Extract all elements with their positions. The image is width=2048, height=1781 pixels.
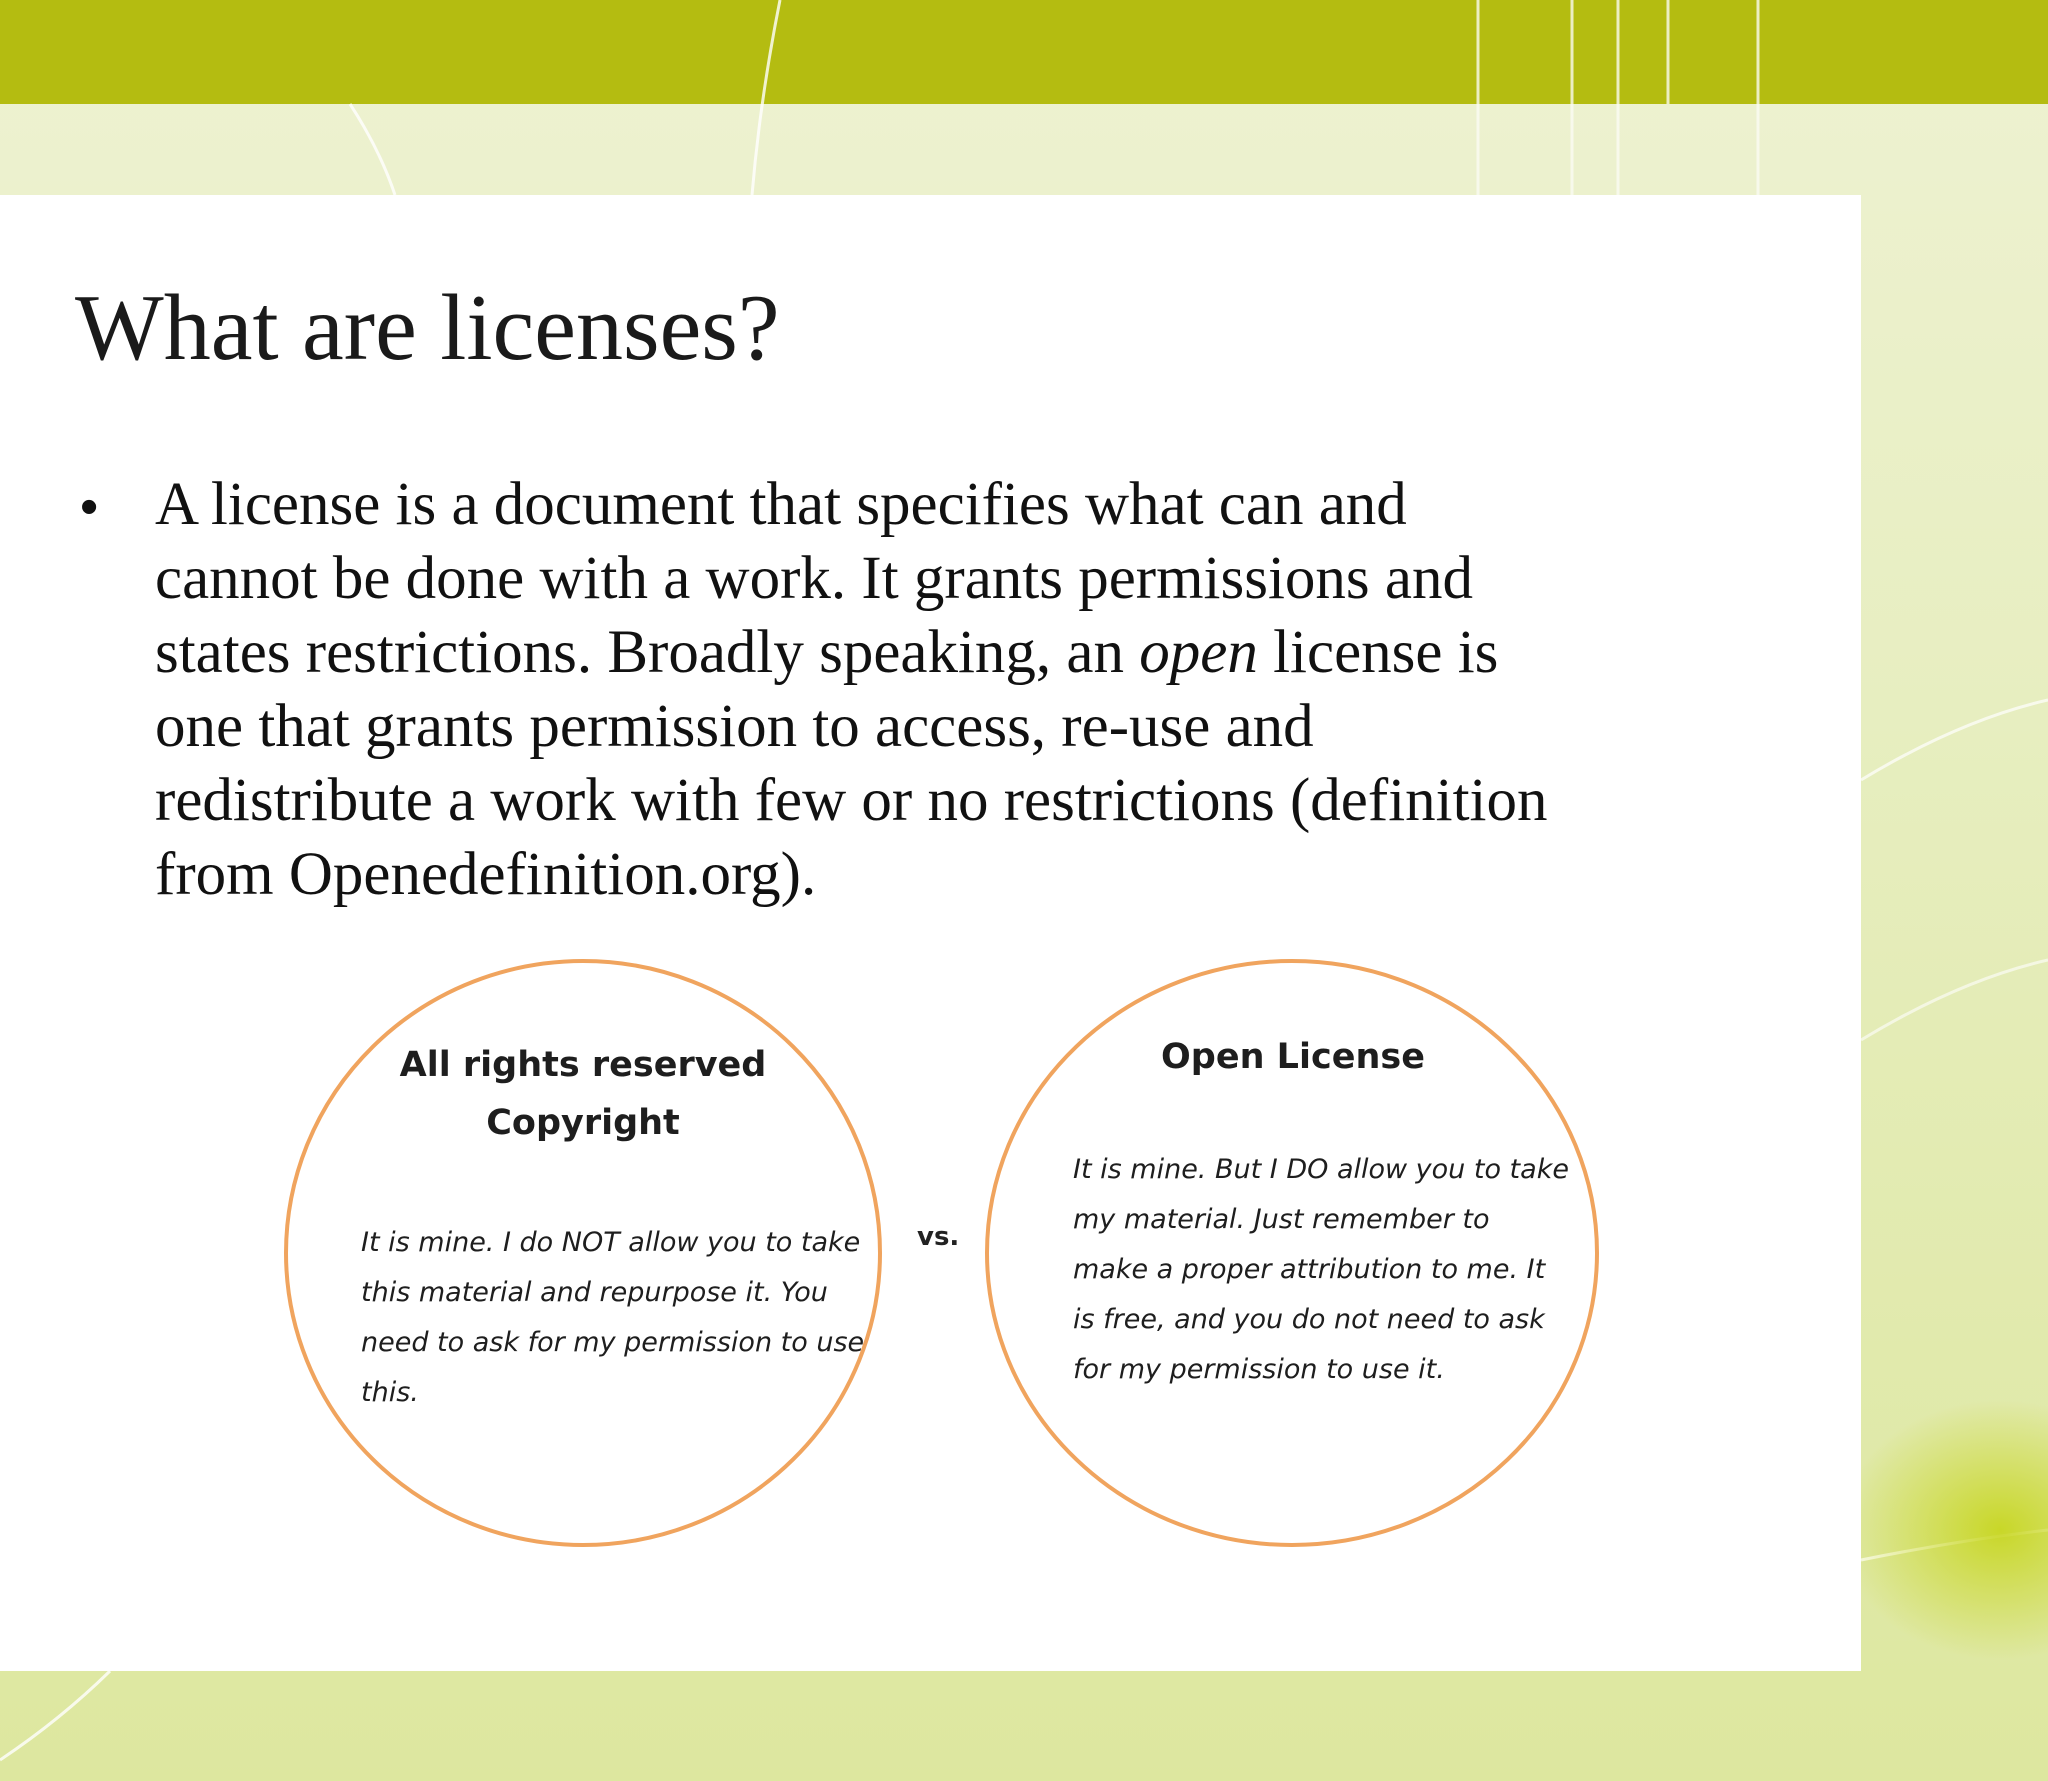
- bullet-text: [155, 468, 1755, 912]
- open-license-circle-body: [1073, 1145, 1569, 1395]
- bullet-line-2: cannot be done with a work. It grants permissions and: [155, 545, 1473, 612]
- open-license-body-line-1: It is mine. But I DO allow you to take: [1073, 1154, 1569, 1185]
- bullet-line-5: redistribute a work with few or no restrictions (definition: [155, 767, 1548, 834]
- bullet-line-3-start: states restrictions. Broadly speaking, an: [155, 619, 1140, 686]
- bullet-line-1: A license is a document that specifies what can and: [155, 471, 1407, 538]
- copyright-title-line-1: All rights reserved: [399, 1045, 767, 1085]
- copyright-circle-body: [361, 1218, 864, 1418]
- bullet-line-4: one that grants permission to access, re-use and: [155, 693, 1314, 760]
- bullet-line-3: [155, 616, 1755, 690]
- open-license-circle-title: Open License: [1161, 1037, 1425, 1077]
- copyright-title-line-2: Copyright: [486, 1103, 680, 1143]
- slide-content-panel: [0, 195, 1861, 1671]
- copyright-body-line-3: need to ask for my permission to use: [361, 1327, 865, 1358]
- bullet-line-6: from Openedefinition.org).: [155, 841, 817, 908]
- copyright-body-line-1: It is mine. I do NOT allow you to take: [361, 1227, 861, 1258]
- bullet-marker: •: [80, 478, 99, 536]
- open-license-body-line-5: for my permission to use it.: [1073, 1354, 1445, 1385]
- versus-label: vs.: [917, 1222, 960, 1252]
- emphasis-open: open: [1139, 619, 1258, 686]
- open-license-body-line-4: is free, and you do not need to ask: [1073, 1304, 1545, 1335]
- open-license-body-line-3: make a proper attribution to me. It: [1073, 1254, 1546, 1285]
- slide-title: What are licenses?: [75, 276, 780, 380]
- open-license-body-line-2: my material. Just remember to: [1073, 1204, 1490, 1235]
- copyright-body-line-2: this material and repurpose it. You: [361, 1277, 828, 1308]
- copyright-body-line-4: this.: [361, 1377, 419, 1408]
- bullet-line-3-end: license is: [1257, 619, 1499, 686]
- copyright-circle-title: [383, 1036, 783, 1152]
